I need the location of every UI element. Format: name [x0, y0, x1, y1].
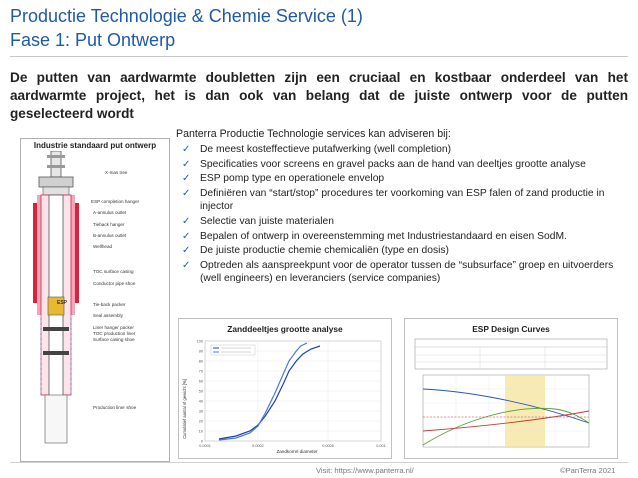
footer-copyright: ©PanTerra 2021	[560, 466, 616, 475]
checkmark-icon: ✓	[182, 245, 191, 257]
grain-size-chart	[179, 319, 391, 458]
grain-y-tick-label: 60	[198, 379, 203, 384]
grain-y-tick-label: 50	[198, 389, 203, 394]
list-item	[176, 143, 628, 157]
well-label-surface-casing-shoe: Surface casing shoe	[93, 337, 135, 342]
x-mas-tree-shape	[51, 151, 61, 177]
grain-y-tick-label: 0	[200, 439, 203, 444]
grain-y-tick-label: 40	[198, 399, 203, 404]
grain-size-chart-panel	[178, 318, 392, 459]
slide-title: Productie Technologie & Chemie Service (1)	[10, 6, 363, 26]
well-label-wellhead: Wellhead	[93, 244, 113, 249]
list-item	[176, 259, 628, 286]
list-item-text: Selectie van juiste materialen	[200, 215, 334, 227]
grain-x-tick-label: 0.0001	[199, 444, 211, 448]
wellhead-shape	[39, 177, 73, 187]
intro-paragraph: De putten van aardwarmte doubletten zijn een cruciaal en kostbaar onderdeel van het aardwarmte project, het is dan ook van belang dat de juiste ontwerp voor de putten geselecteerd wordt	[10, 70, 628, 121]
title-divider	[10, 56, 628, 57]
checkmark-icon: ✓	[182, 173, 191, 185]
well-diagram-title: Industrie standaard put ontwerp	[33, 141, 157, 150]
well-label-tieback-hanger: Tieback hanger	[93, 222, 125, 227]
grain-y-tick-label: 10	[198, 429, 203, 434]
checkmark-icon: ✓	[182, 187, 191, 199]
well-label-toc-surface-casing: TOC surface casing	[93, 269, 134, 274]
list-item-text: Definiëren van “start/stop” procedures ter voorkoming van ESP falen of zand productie in injector	[200, 187, 605, 213]
production-liner	[45, 395, 67, 443]
checkmark-icon: ✓	[182, 158, 191, 170]
grain-x-tick-label: 0.0005	[322, 444, 334, 448]
esp-design-curves-figure	[405, 319, 617, 458]
checkmark-icon: ✓	[182, 230, 191, 242]
casing-wall-right	[75, 203, 79, 303]
list-item	[176, 158, 628, 172]
well-label-seal-assembly: Seal assembly	[93, 313, 123, 318]
grain-chart-ylabel: Cumulatief aantal of gewicht [%]	[182, 379, 187, 439]
grain-x-tick-label: 0.001	[376, 444, 386, 448]
well-label-conductor-pipe-shoe: Conductor pipe shoe	[93, 281, 136, 286]
tie-back-packer-shape	[43, 327, 69, 331]
grain-y-tick-label: 30	[198, 409, 203, 414]
footer-divider	[10, 462, 628, 463]
grain-chart-xlabel: Zandkorrel diameter	[276, 449, 318, 454]
list-item-text: De juiste productie chemie chemicaliën (type en dosis)	[200, 245, 449, 257]
slide-subtitle: Fase 1: Put Ontwerp	[10, 30, 176, 50]
x-mas-tree-valve	[47, 165, 65, 168]
well-label-production-liner-shoe: Production liner shoe	[93, 405, 137, 410]
well-label-esp-completion-hanger: ESP completion hanger	[91, 199, 140, 204]
well-label-xmas-tree: X-mas tree	[105, 170, 128, 175]
list-item	[176, 172, 628, 186]
grain-y-tick-label: 100	[196, 339, 203, 344]
grain-y-tick-label: 70	[198, 369, 203, 374]
grain-y-tick-label: 80	[198, 359, 203, 364]
liner-hanger-packer-shape	[43, 351, 69, 355]
services-intro: Panterra Productie Technologie services kan adviseren bij:	[176, 128, 451, 140]
well-label-tie-back-packer: Tie-back packer	[93, 302, 126, 307]
esp-label: ESP	[57, 300, 68, 306]
list-item	[176, 244, 628, 258]
list-item	[176, 215, 628, 229]
checkmark-icon: ✓	[182, 259, 191, 271]
footer-link[interactable]: Visit: https://www.panterra.nl/	[316, 466, 414, 475]
well-label-b-annulus-outlet: B-annulus outlet	[93, 233, 127, 238]
well-label-liner-hanger-packer: Liner hanger packer	[93, 325, 134, 330]
list-item-text: ESP pomp type en operationele envelop	[200, 173, 385, 185]
well-label-a-annulus-outlet: A-annulus outlet	[93, 210, 127, 215]
x-mas-tree-valve	[47, 155, 65, 158]
list-item-text: Optreden als aanspreekpunt voor de operator tussen de “subsurface” groep en uitvoerders (well engineers) en leveranciers (service companies)	[200, 259, 614, 285]
list-item-text: De meest kosteffectieve putafwerking (well completion)	[200, 144, 452, 155]
well-diagram-panel	[20, 138, 170, 462]
grain-chart-title: Zanddeeltjes grootte analyse	[227, 324, 343, 334]
list-item	[176, 187, 628, 214]
services-list	[176, 143, 628, 287]
checkmark-icon: ✓	[182, 215, 191, 227]
esp-chart-title: ESP Design Curves	[472, 324, 550, 334]
grain-y-tick-label: 20	[198, 419, 203, 424]
checkmark-icon: ✓	[182, 144, 191, 155]
esp-design-curves-panel	[404, 318, 618, 459]
list-item-text: Bepalen of ontwerp in overeenstemming met Industriestandaard en eisen SodM.	[200, 230, 567, 242]
hanger-shape	[43, 187, 69, 195]
list-item-text: Specificaties voor screens en gravel packs aan de hand van deeltjes grootte analyse	[200, 158, 586, 170]
casing-wall-left	[33, 203, 37, 303]
grain-legend-box	[211, 345, 255, 355]
grain-y-tick-label: 90	[198, 349, 203, 354]
esp-spec-table	[415, 339, 607, 369]
well-label-toc-production-liner: TOC production liner	[93, 331, 136, 336]
grain-x-tick-label: 0.0002	[252, 444, 264, 448]
list-item	[176, 230, 628, 244]
